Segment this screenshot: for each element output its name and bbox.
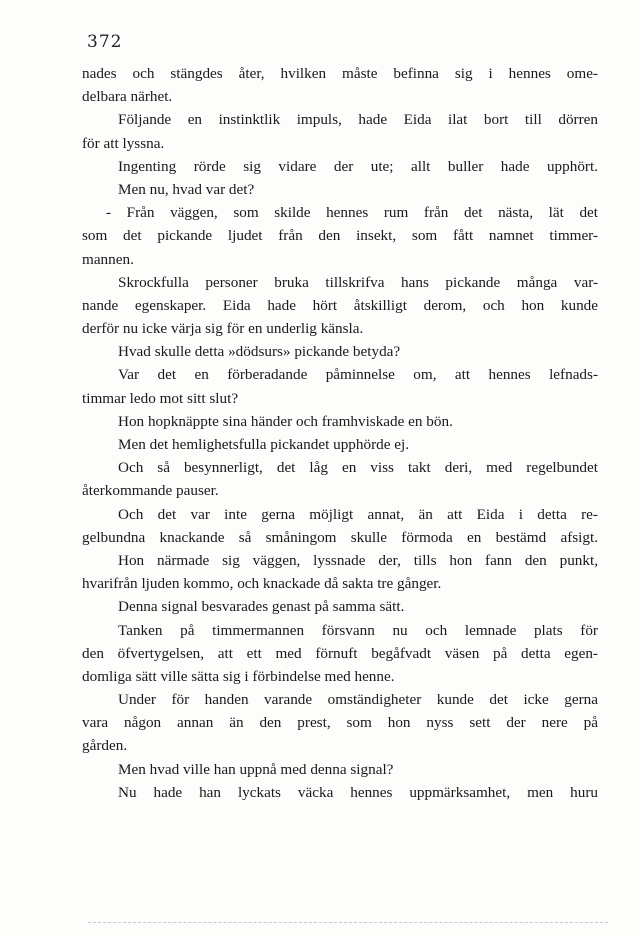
text-line: Och det var inte gerna möjligt annat, än att Eida i detta re- (118, 505, 598, 523)
text-line: den öfvertygelsen, att ett med förnuft begåfvadt väsen på detta egen- (82, 644, 598, 662)
text-line: som det pickande ljudet från den insekt, som fått namnet timmer- (82, 227, 598, 245)
text-line: Ingenting rörde sig vidare der ute; allt buller hade upphört. (118, 157, 598, 175)
page-bottom-rule (88, 922, 608, 923)
text-line: gelbundna knackande så småningom skulle förmoda en bestämd afsigt. (82, 528, 598, 546)
text-line: domliga sätt ville sätta sig i förbindelse med henne. (82, 667, 395, 685)
text-line: Under för handen varande omständigheter kunde det icke gerna (118, 691, 598, 709)
text-line: nades och stängdes åter, hvilken måste befinna sig i hennes ome- (82, 65, 598, 82)
text-line: vara någon annan än den prest, som hon nyss sett der nere på (82, 714, 598, 732)
text-line: Men hvad ville han uppnå med denna signal? (118, 760, 394, 778)
text-line: hvarifrån ljuden kommo, och knackade då sakta tre gånger. (82, 575, 442, 593)
text-line: Hon hopknäppte sina händer och framhviskade en bön. (118, 412, 453, 430)
text-line: Denna signal besvarades genast på samma sätt. (118, 598, 405, 616)
text-line: Men nu, hvad var det? (118, 180, 255, 198)
text-line: Tanken på timmermannen försvann nu och lemnade plats för (118, 621, 598, 639)
text-line: - Från väggen, som skilde hennes rum från det nästa, lät det (106, 204, 598, 222)
text-line: Hvad skulle detta »dödsurs» pickande betyda? (118, 343, 401, 361)
text-line: Följande en instinktlik impuls, hade Eida ilat bort till dörren (118, 111, 598, 129)
text-line: timmar ledo mot sitt slut? (82, 389, 239, 407)
text-line: mannen. (82, 250, 134, 268)
text-line: Hon närmade sig väggen, lyssnade der, tills hon fann den punkt, (118, 551, 598, 569)
text-line: Och så besynnerligt, det låg en viss takt deri, med regelbundet (118, 459, 598, 477)
page-number: 372 (87, 32, 123, 52)
text-line: Men det hemlighetsfulla pickandet upphörde ej. (118, 436, 410, 453)
text-line: för att lyssna. (82, 134, 165, 152)
text-line: gården. (82, 737, 128, 755)
body-text (82, 62, 598, 804)
text-line: Skrockfulla personer bruka tillskrifva hans pickande många var- (118, 273, 598, 291)
text-line: Var det en förberadande påminnelse om, att hennes lefnads- (118, 366, 598, 384)
text-line: derför nu icke värja sig för en underlig känsla. (82, 320, 364, 338)
text-line: nande egenskaper. Eida hade hört åtskilligt derom, och hon kunde (82, 296, 598, 314)
text-line: återkommande pauser. (82, 482, 219, 500)
text-line: delbara närhet. (82, 88, 173, 106)
text-line: Nu hade han lyckats väcka hennes uppmärksamhet, men huru (118, 783, 598, 801)
